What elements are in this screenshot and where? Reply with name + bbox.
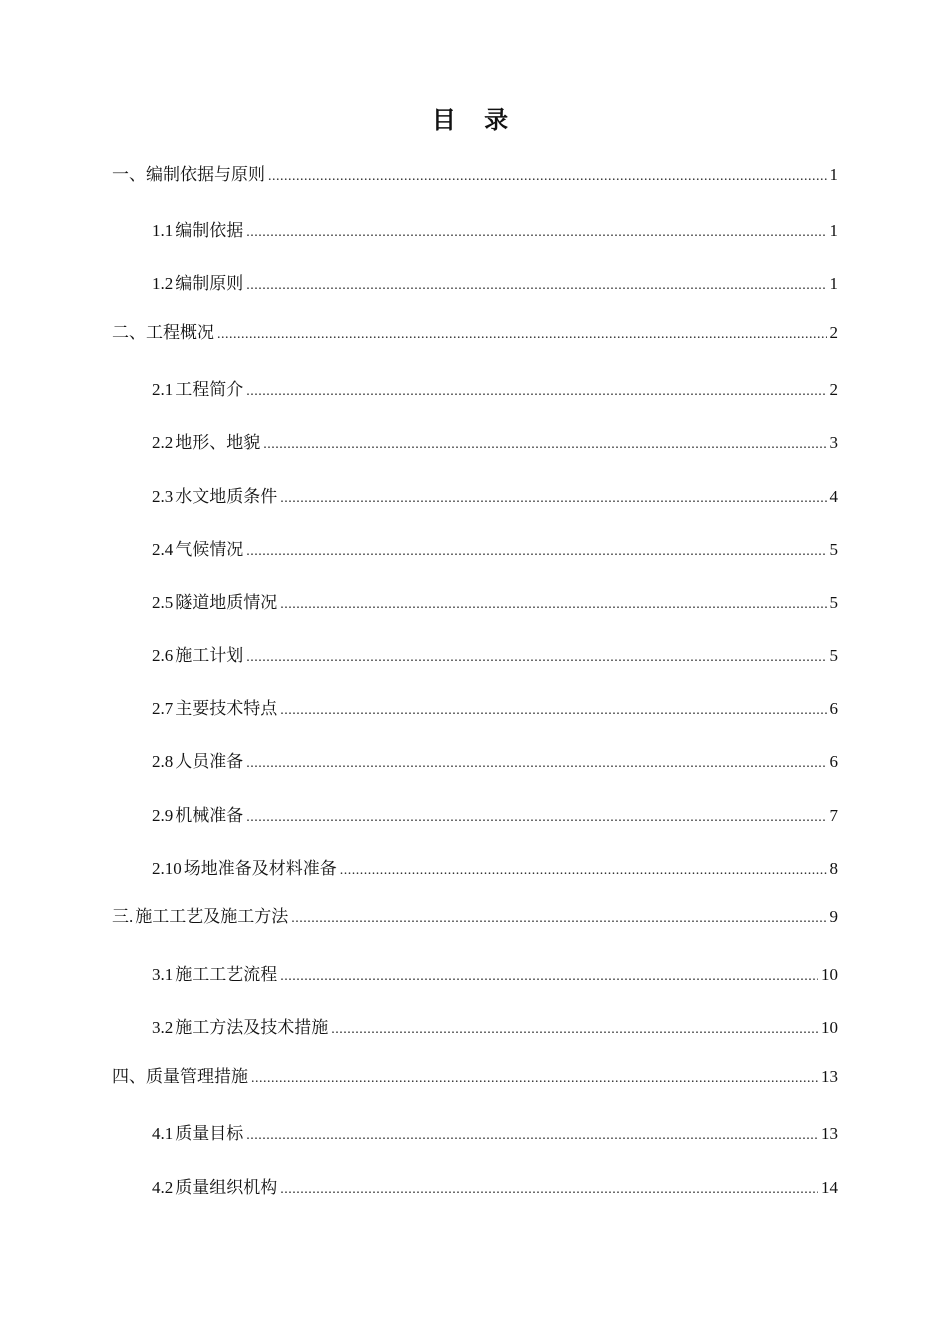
toc-entry[interactable] — [152, 805, 838, 829]
toc-page-number: 8 — [829, 859, 838, 878]
toc-entry-number: 1.1 — [152, 221, 174, 240]
toc-page-number: 10 — [821, 1018, 838, 1037]
toc-entry-number: 三. — [112, 907, 134, 926]
toc-entry-title: 质量目标 — [175, 1124, 244, 1144]
toc-entry-title: 编制原则 — [175, 274, 244, 294]
toc-entry[interactable] — [152, 539, 838, 563]
toc-entry-title: 二、工程概况 — [112, 323, 214, 343]
toc-entry[interactable] — [112, 906, 838, 930]
toc-entry-number: 3.1 — [152, 965, 174, 984]
toc-page-number: 9 — [829, 907, 838, 926]
toc-page-number: 2 — [829, 323, 838, 342]
toc-entry[interactable] — [152, 751, 838, 775]
toc-entry[interactable] — [152, 592, 838, 616]
toc-entry[interactable] — [152, 220, 838, 244]
dot-leader — [246, 807, 826, 829]
toc-page-number: 1 — [829, 165, 838, 184]
dot-leader — [263, 434, 826, 456]
toc-entry-number: 2.3 — [152, 487, 174, 506]
dot-leader — [280, 594, 826, 616]
toc-entry-number: 3.2 — [152, 1018, 174, 1037]
dot-leader — [246, 647, 826, 669]
dot-leader — [246, 222, 826, 244]
toc-entry[interactable] — [152, 1123, 838, 1147]
toc-entry-title: 施工方法及技术措施 — [175, 1018, 329, 1038]
toc-entry[interactable] — [152, 858, 838, 882]
toc-entry-title: 施工工艺及施工方法 — [135, 907, 289, 927]
toc-entry-number: 1.2 — [152, 274, 174, 293]
toc-entry[interactable] — [152, 698, 838, 722]
toc-page-number: 6 — [829, 699, 838, 718]
toc-entry-title: 气候情况 — [175, 540, 244, 560]
dot-leader — [246, 541, 826, 563]
dot-leader — [280, 488, 826, 510]
toc-page-number: 10 — [821, 965, 838, 984]
toc-page-number: 5 — [829, 646, 838, 665]
toc-page-number: 13 — [821, 1067, 838, 1086]
toc-entry-title: 施工计划 — [175, 646, 244, 666]
toc-entry-title: 施工工艺流程 — [175, 965, 278, 985]
dot-leader — [246, 381, 826, 403]
toc-entry-number: 2.4 — [152, 540, 174, 559]
dot-leader — [246, 753, 826, 775]
toc-page-number: 3 — [829, 433, 838, 452]
toc-page-number: 13 — [821, 1124, 838, 1143]
toc-entry[interactable] — [152, 379, 838, 403]
toc-entry-title: 地形、地貌 — [175, 433, 261, 453]
toc-entry[interactable] — [152, 1177, 838, 1201]
toc-page-number: 4 — [829, 487, 838, 506]
toc-entry-title: 一、编制依据与原则 — [112, 165, 265, 185]
toc-page-number: 5 — [829, 593, 838, 612]
toc-entry-title: 场地准备及材料准备 — [183, 859, 337, 879]
toc-entry-title: 工程简介 — [175, 380, 244, 400]
toc-entry[interactable] — [112, 164, 838, 188]
toc-page-number: 14 — [821, 1178, 838, 1197]
toc-entry[interactable] — [152, 1017, 838, 1041]
toc-entry-number: 2.6 — [152, 646, 174, 665]
toc-entry-title: 人员准备 — [175, 752, 244, 772]
toc-page-number: 7 — [829, 806, 838, 825]
dot-leader — [268, 166, 827, 188]
dot-leader — [246, 275, 826, 297]
dot-leader — [280, 1179, 818, 1201]
toc-page-number: 5 — [829, 540, 838, 559]
toc-entry-number: 2.10 — [152, 859, 182, 878]
toc-entry-title: 四、质量管理措施 — [112, 1067, 248, 1087]
toc-entry-title: 水文地质条件 — [175, 487, 278, 507]
toc-entry-title: 机械准备 — [175, 806, 244, 826]
toc-entry-number: 2.7 — [152, 699, 174, 718]
toc-entry-title: 编制依据 — [175, 221, 244, 241]
dot-leader — [280, 700, 826, 722]
toc-entry-number: 2.9 — [152, 806, 174, 825]
toc-entry[interactable] — [152, 964, 838, 988]
toc-entry-title: 隧道地质情况 — [175, 593, 278, 613]
dot-leader — [251, 1068, 818, 1090]
page-title: 目 录 — [431, 106, 519, 134]
toc-entry[interactable] — [152, 273, 838, 297]
toc-page-number: 1 — [829, 221, 838, 240]
toc-entry[interactable] — [112, 1066, 838, 1090]
dot-leader — [331, 1019, 818, 1041]
toc-page-number: 6 — [829, 752, 838, 771]
toc-entry-title: 主要技术特点 — [175, 699, 278, 719]
toc-entry-number: 2.8 — [152, 752, 174, 771]
toc-page-number: 2 — [829, 380, 838, 399]
toc-entry-title: 质量组织机构 — [175, 1178, 278, 1198]
toc-entry-number: 2.5 — [152, 593, 174, 612]
toc-entry-number: 4.2 — [152, 1178, 174, 1197]
dot-leader — [340, 860, 827, 882]
toc-entry[interactable] — [152, 486, 838, 510]
toc-entry-number: 2.1 — [152, 380, 174, 399]
dot-leader — [280, 966, 818, 988]
dot-leader — [217, 324, 827, 346]
toc-entry[interactable] — [112, 322, 838, 346]
toc-entry-number: 2.2 — [152, 433, 174, 452]
dot-leader — [246, 1125, 818, 1147]
toc-entry[interactable] — [152, 432, 838, 456]
dot-leader — [291, 908, 826, 930]
toc-entry[interactable] — [152, 645, 838, 669]
toc-page-number: 1 — [829, 274, 838, 293]
toc-entry-number: 4.1 — [152, 1124, 174, 1143]
